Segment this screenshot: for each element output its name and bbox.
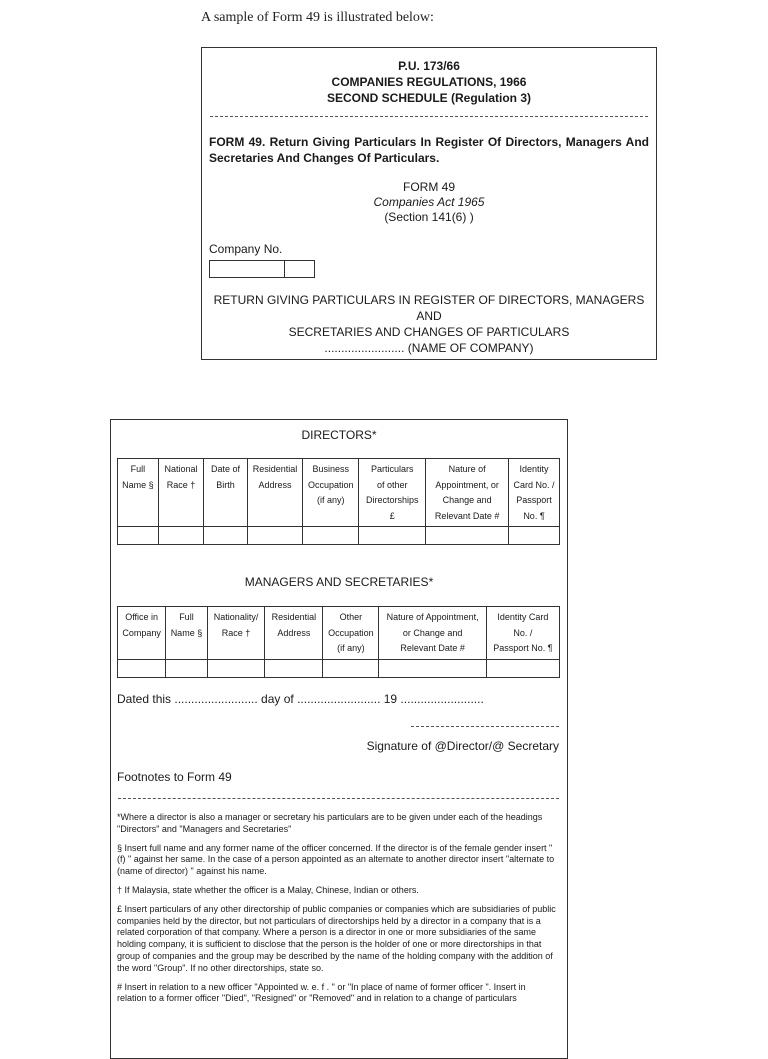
managers-header-text: Residential [271,612,317,622]
directors-header-text: Race † [166,479,196,490]
footnote-item: # Insert in relation to a new officer "Appointed w. e. f . " or "In place of name of former officer ". Insert in relation to a former officer "Died", "Resigned" or "Removed" and in relation to a change of particulars [117,981,526,1004]
footnote-item: £ Insert particulars of any other directorship of public companies or companies which are subsidiaries of public companies held by the director, but not particulars of directorships held by a director in a company that is a related corporation of that company. Where a person is a director in one or more subsidiaries of the same holding company, it is sufficient to disclose that the person is the holder of one or more directorships in that group of companies and the group may be described by the name of the holding company with the addition of the word "Group". If no other directorships, state so. [117,903,556,973]
footnote-item: § Insert full name and any former name of the officer concerned. If the director is of the female gender insert "(f) " against her same. In the case of a person appointed as an alternate to another director insert "alternate to (name of director) " against his name. [117,842,555,877]
directors-header-text: of other [376,479,408,490]
company-no-label: Company No. [209,242,283,256]
managers-entry-cell[interactable] [207,659,265,677]
directors-header-text: Directorships [366,495,419,505]
directors-header-text: No. ¶ [523,510,545,521]
directors-header-text: Address [258,479,292,490]
managers-column-header [207,607,265,660]
act-name: Companies Act 1965 [373,195,485,209]
managers-header-text: Occupation [328,627,374,638]
managers-header-text: Nationality/ [213,612,259,622]
directors-header-text: (if any) [317,495,345,505]
directors-header-text: Particulars [371,464,414,474]
form-header-box [201,47,657,360]
managers-column-header [379,607,486,660]
managers-header-text: Office in [125,612,159,622]
form-number: FORM 49 [402,180,455,194]
directors-header-text: Residential [252,464,298,474]
directors-entry-cell[interactable] [158,527,203,545]
directors-header-text: £ [389,510,395,521]
header-line-1: P.U. 173/66 [398,59,460,73]
directors-header-text: Relevant Date # [434,510,500,521]
return-title [202,292,656,356]
directors-header-text: Appointment, or [435,479,499,490]
managers-column-header [323,607,379,660]
directors-column-header [247,459,303,527]
directors-entry-cell[interactable] [426,527,509,545]
section-ref: (Section 141(6) ) [384,210,474,224]
directors-header-text: Business [312,464,350,474]
managers-header-text: Race † [221,627,251,638]
dated-line: Dated this ......................... day of ......................... 19 ......................... [117,692,484,706]
directors-header-text: Name § [122,479,154,490]
directors-column-header [118,459,159,527]
form-body-box [110,419,568,1059]
directors-header-row [118,459,560,527]
directors-header-text: Change and [442,495,492,505]
directors-column-header [426,459,509,527]
directors-column-header [158,459,203,527]
managers-entry-row [118,659,560,677]
managers-header-text: No. / [513,627,533,638]
directors-entry-cell[interactable] [247,527,303,545]
managers-header-text: Identity Card [497,612,549,622]
managers-entry-cell[interactable] [166,659,207,677]
managers-title: MANAGERS AND SECRETARIES* [244,575,434,589]
managers-header-row [118,607,560,660]
form-title: FORM 49. Return Giving Particulars In Register Of Directors, Managers And Secretaries And Changes Of Particulars. [209,135,649,165]
directors-entry-cell[interactable] [359,527,426,545]
directors-entry-cell[interactable] [303,527,359,545]
managers-entry-cell[interactable] [118,659,166,677]
directors-header-text: Card No. / [513,479,555,490]
directors-header-text: Birth [216,479,235,490]
managers-column-header [166,607,207,660]
directors-header-text: Identity [519,464,549,474]
managers-header-text: Full [179,612,194,622]
divider [210,116,648,117]
signature-line [411,726,559,727]
directors-header-text: Passport [516,495,552,505]
footnotes-title: Footnotes to Form 49 [117,770,232,784]
header-line-2: COMPANIES REGULATIONS, 1966 [331,75,527,89]
managers-header-text: Nature of Appointment, [386,612,479,622]
directors-column-header [303,459,359,527]
managers-entry-cell[interactable] [323,659,379,677]
company-no-divider [284,261,285,277]
directors-column-header [204,459,248,527]
directors-title: DIRECTORS* [301,428,377,442]
managers-header-text: or Change and [402,627,463,638]
return-line-3: ........................ (NAME OF COMPANY) [324,341,534,355]
managers-entry-cell[interactable] [265,659,323,677]
footnote-item: *Where a director is also a manager or secretary his particulars are to be given under each of the headings "Directors" and "Managers and Secretaries" [117,812,543,834]
managers-header-text: (if any) [337,643,365,653]
managers-entry-cell[interactable] [486,659,559,677]
directors-column-header [359,459,426,527]
directors-header-text: Occupation [308,479,354,490]
form-block [202,180,656,225]
directors-header-text: National [164,464,198,474]
managers-header-text: Relevant Date # [400,643,465,653]
directors-entry-cell[interactable] [118,527,159,545]
managers-header-text: Other [339,612,363,622]
footnotes-divider [118,798,559,799]
managers-column-header [265,607,323,660]
managers-table [117,606,560,678]
intro-text: A sample of Form 49 is illustrated below: [201,10,434,25]
managers-header-text: Name § [170,627,203,638]
regulation-header [202,58,656,106]
footnotes-list [117,812,557,1012]
return-line-1: RETURN GIVING PARTICULARS IN REGISTER OF DIRECTORS, MANAGERS AND [213,293,645,323]
directors-header-text: Date of [210,464,240,474]
directors-entry-cell[interactable] [508,527,559,545]
signature-label: Signature of @Director/@ Secretary [366,739,559,753]
managers-header-text: Passport No. ¶ [493,643,553,653]
directors-column-header [508,459,559,527]
directors-header-text: Full [130,464,146,474]
managers-column-header [486,607,559,660]
managers-entry-cell[interactable] [379,659,486,677]
directors-table [117,458,560,545]
managers-header-text: Address [277,627,311,638]
footnote-item: † If Malaysia, state whether the officer is a Malay, Chinese, Indian or others. [117,884,419,895]
directors-entry-cell[interactable] [204,527,248,545]
directors-entry-row [118,527,560,545]
header-line-3: SECOND SCHEDULE (Regulation 3) [326,91,531,105]
managers-header-text: Company [122,627,161,638]
directors-header-text: Nature of [448,464,486,474]
managers-column-header [118,607,166,660]
return-line-2: SECRETARIES AND CHANGES OF PARTICULARS [288,325,570,339]
company-no-field[interactable] [209,260,315,278]
